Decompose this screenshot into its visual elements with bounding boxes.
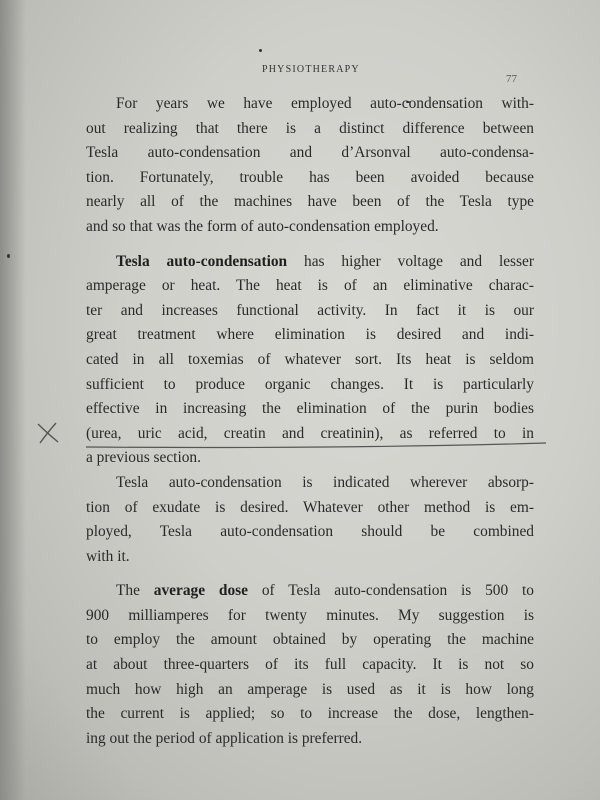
paragraph-2 xyxy=(86,250,534,471)
text-line xyxy=(86,579,534,604)
running-head: PHYSIOTHERAPY xyxy=(262,64,360,75)
text-line: sufficient to produce organic changes. It is particularly xyxy=(86,375,534,393)
paragraph-gap xyxy=(86,569,534,579)
text-line: much how high an amperage is used as it is how long xyxy=(86,680,534,698)
text-line: effective in increasing the elimination of the purin bodies xyxy=(86,400,534,418)
text-line: (urea, uric acid, creatin and creatinin), as referred to in xyxy=(86,424,534,442)
text-line: ter and increases functional activity. In fact it is our xyxy=(86,301,534,319)
bold-term: average dose xyxy=(153,582,248,600)
text-fragment: of Tesla auto-condensation is 500 to xyxy=(247,582,534,600)
text-line: the current is applied; so to increase the dose, lengthen- xyxy=(86,705,534,723)
text-line: a previous section. xyxy=(86,449,201,467)
text-line: amperage or heat. The heat is of an eliminative charac- xyxy=(86,277,534,295)
paragraph-1 xyxy=(86,92,534,240)
text-line: 900 milliamperes for twenty minutes. My suggestion is xyxy=(86,606,534,624)
text-line: Tesla auto-condensation is indicated wherever absorp- xyxy=(116,473,534,491)
text-line: to employ the amount obtained by operating the machine xyxy=(86,631,534,649)
text-line xyxy=(86,250,534,275)
paragraph-4 xyxy=(86,579,534,751)
text-line: out realizing that there is a distinct difference between xyxy=(86,119,534,137)
text-line: For years we have employed auto-condensation with- xyxy=(116,95,534,112)
text-line: ing out the period of application is preferred. xyxy=(86,729,363,747)
text-fragment: has higher voltage and lesser xyxy=(287,252,534,270)
text-line: at about three-quarters of its full capacity. It is not so xyxy=(86,656,534,674)
page-number: 77 xyxy=(506,73,517,85)
text-line: tion. Fortunately, trouble has been avoided because xyxy=(86,168,534,186)
body-text xyxy=(86,92,534,751)
page-gutter-shadow xyxy=(0,0,26,800)
pencil-x-mark xyxy=(34,420,62,446)
text-line: with it. xyxy=(86,547,130,565)
text-fragment: The xyxy=(116,582,154,600)
ink-speck xyxy=(7,254,10,258)
paragraph-gap xyxy=(86,240,534,250)
text-line: and so that was the form of auto-condensation employed. xyxy=(86,217,439,235)
ink-speck xyxy=(259,49,262,52)
text-line: tion of exudate is desired. Whatever other method is em- xyxy=(86,498,534,516)
bold-term: Tesla auto-condensation xyxy=(116,252,288,270)
text-line: nearly all of the machines have been of the Tesla type xyxy=(86,193,534,211)
text-line: ployed, Tesla auto-condensation should be combined xyxy=(86,523,534,541)
text-line: cated in all toxemias of whatever sort. Its heat is seldom xyxy=(86,350,534,368)
text-line: Tesla auto-condensation and d’Arsonval auto-condensa- xyxy=(86,144,534,162)
pencil-underline xyxy=(86,443,546,455)
paragraph-3 xyxy=(86,471,534,569)
text-line: great treatment where elimination is desired and indi- xyxy=(86,326,534,344)
underlined-line-wrap xyxy=(86,422,534,447)
